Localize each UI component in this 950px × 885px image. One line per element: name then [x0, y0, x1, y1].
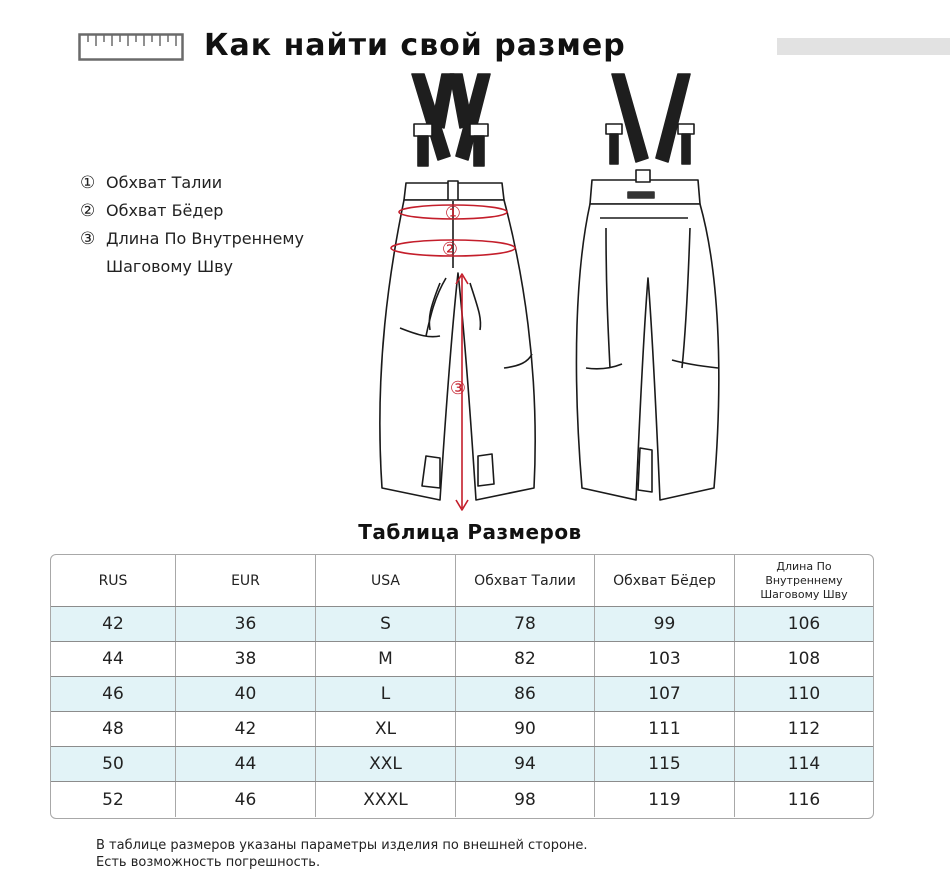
- footnote: [96, 837, 588, 871]
- table-cell: 106: [787, 614, 821, 634]
- table-cell: 107: [595, 677, 735, 711]
- table-cell: S: [316, 607, 456, 641]
- back-view: [576, 74, 718, 500]
- size-table: [50, 554, 874, 819]
- table-cell: 114: [787, 754, 821, 774]
- table-cell: 50: [51, 747, 176, 781]
- table-row: [51, 642, 873, 677]
- header-cell-hips: Обхват Бёдер: [595, 555, 735, 606]
- legend-item-hips: [80, 197, 304, 225]
- table-row: [51, 747, 873, 782]
- front-view: [380, 74, 535, 500]
- marker-inseam: ③: [449, 378, 467, 399]
- ruler-icon: [78, 33, 184, 61]
- legend-label: Обхват Талии: [106, 173, 223, 192]
- table-cell: 40: [176, 677, 316, 711]
- decorative-bar: [777, 38, 950, 55]
- table-cell: 36: [176, 607, 316, 641]
- marker-waist: ①: [444, 203, 462, 224]
- header-cell-eur: EUR: [176, 555, 316, 606]
- table-cell: XL: [316, 712, 456, 746]
- ski-pants-illustration: [360, 68, 730, 518]
- table-cell: 44: [176, 747, 316, 781]
- table-cell: 42: [51, 607, 176, 641]
- legend-number: ③: [80, 229, 96, 249]
- table-cell: 94: [456, 747, 595, 781]
- table-cell: 46: [51, 677, 176, 711]
- legend-number: ②: [80, 201, 96, 221]
- legend-item-inseam: [80, 225, 304, 253]
- table-cell: 78: [456, 607, 595, 641]
- marker-hips: ②: [441, 239, 459, 260]
- table-cell: 38: [176, 642, 316, 676]
- page-title: Как найти свой размер: [204, 28, 626, 63]
- legend-label: Обхват Бёдер: [106, 201, 224, 220]
- table-cell: 90: [456, 712, 595, 746]
- table-cell: 46: [176, 782, 316, 817]
- table-cell: L: [316, 677, 456, 711]
- table-cell: 115: [595, 747, 735, 781]
- table-title: Таблица Размеров: [358, 520, 582, 544]
- legend-label-continuation: Шаговому Шву: [106, 257, 233, 276]
- table-row: [51, 712, 873, 747]
- table-row: [51, 782, 873, 817]
- footnote-line: В таблице размеров указаны параметры изделия по внешней стороне.: [96, 838, 588, 853]
- table-header-row: [51, 555, 873, 607]
- table-cell: 110: [787, 684, 821, 704]
- table-row: [51, 677, 873, 712]
- legend-item-waist: [80, 169, 304, 197]
- legend-label: Длина По Внутреннему: [106, 229, 304, 248]
- table-cell: 111: [595, 712, 735, 746]
- table-cell: 103: [595, 642, 735, 676]
- table-cell: M: [316, 642, 456, 676]
- table-cell: 44: [51, 642, 176, 676]
- table-cell: XXL: [316, 747, 456, 781]
- header-cell-rus: RUS: [51, 555, 176, 606]
- table-cell: 98: [456, 782, 595, 817]
- table-cell: 82: [456, 642, 595, 676]
- legend-number: ①: [80, 173, 96, 193]
- header-cell-usa: USA: [316, 555, 456, 606]
- table-cell: 108: [787, 649, 821, 669]
- table-cell: 116: [787, 789, 821, 810]
- table-cell: XXXL: [316, 782, 456, 817]
- measurement-legend: [80, 169, 304, 281]
- header-cell-waist: Обхват Талии: [456, 555, 595, 606]
- footnote-line: Есть возможность погрешность.: [96, 855, 321, 870]
- table-cell: 52: [51, 782, 176, 817]
- table-cell: 48: [51, 712, 176, 746]
- table-row: [51, 607, 873, 642]
- table-cell: 99: [595, 607, 735, 641]
- table-cell: 112: [787, 719, 821, 739]
- header-cell-inseam: Длина По Внутреннему Шаговому Шву: [760, 559, 848, 601]
- table-cell: 42: [176, 712, 316, 746]
- table-cell: 119: [595, 782, 735, 817]
- table-cell: 86: [456, 677, 595, 711]
